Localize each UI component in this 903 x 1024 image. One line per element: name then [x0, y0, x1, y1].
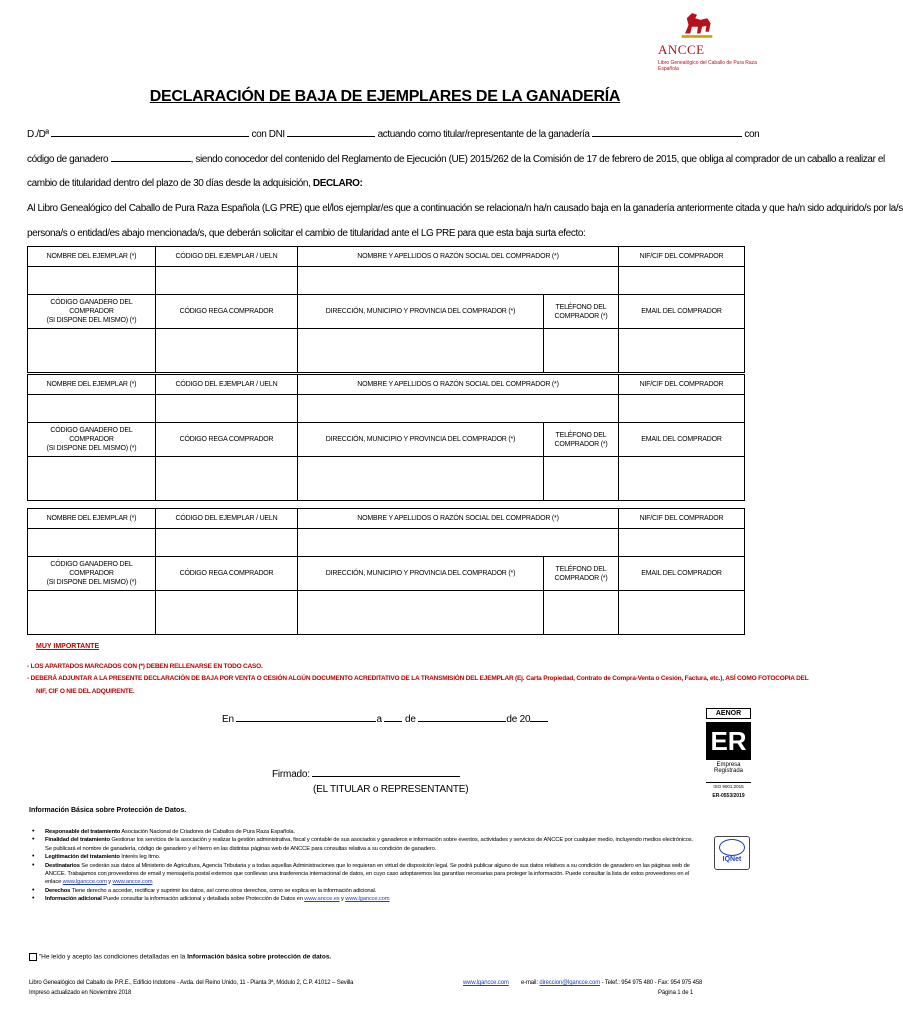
- telefono-cell[interactable]: [544, 591, 619, 635]
- place-field[interactable]: [236, 712, 376, 722]
- nif-header: NIF/CIF DEL COMPRADOR: [619, 375, 745, 395]
- nif-cell[interactable]: [619, 529, 745, 557]
- telefono-cell[interactable]: [544, 329, 619, 373]
- en-label: En: [222, 714, 234, 725]
- direccion-cell[interactable]: [298, 457, 544, 501]
- iso-text: ISO 9001:2015: [706, 782, 751, 789]
- month-field[interactable]: [418, 712, 506, 722]
- globe-icon: [719, 839, 745, 856]
- buyer-table-3: [27, 508, 745, 635]
- list-item: • Finalidad del tratamiento Gestionar los servicios de la asociación y realizar la gestión administrativa, fiscal y contable de sus asociados y ganaderos e información sobre eventos, actividades y servicios de ANCCE por cualquier medio, incluyendo medios electrónicos. Se publicará el nombre de ganadería, código de ganadero y el hierro en las distintas páginas web de ANCCE para consultas relativa a su condición de ganadero.: [29, 836, 699, 853]
- comprador-cell[interactable]: [298, 529, 619, 557]
- email-header: EMAIL DEL COMPRADOR: [619, 557, 745, 591]
- ganadero-cell[interactable]: [28, 591, 156, 635]
- rega-header: CÓDIGO REGA COMPRADOR: [156, 557, 298, 591]
- declaro-label: DECLARO:: [312, 178, 363, 189]
- direccion-header: DIRECCIÓN, MUNICIPIO Y PROVINCIA DEL COMPRADOR (*): [298, 557, 544, 591]
- ganaderia-label: actuando como titular/representante de la ganadería: [377, 129, 590, 140]
- buyer-table-2: [27, 374, 745, 501]
- rega-header: CÓDIGO REGA COMPRADOR: [156, 295, 298, 329]
- footer-address: Libro Genealógico del Caballo de P.R.E., Edificio Indotorre - Avda. del Reino Unido, 11 - Planta 3ª, Módulo 2, C.P. 41012 – Sevilla: [29, 980, 354, 986]
- email-cell[interactable]: [619, 457, 745, 501]
- intro-line-2: [27, 153, 885, 165]
- codigo-ganadero-field[interactable]: [111, 153, 191, 162]
- telefono-header: TELÉFONO DEL COMPRADOR (*): [544, 557, 619, 591]
- rega-header: CÓDIGO REGA COMPRADOR: [156, 423, 298, 457]
- note-1: - LOS APARTADOS MARCADOS CON (*) DEBEN RELLENARSE EN TODO CASO.: [27, 663, 263, 670]
- nombre-header: NOMBRE DEL EJEMPLAR (*): [28, 375, 156, 395]
- list-item: • Derechos Tiene derecho a acceder, rectificar y suprimir los datos, así como otros derechos, como se explica en la información adicional.: [29, 887, 699, 895]
- name-field[interactable]: [51, 128, 249, 137]
- footer-email-link[interactable]: direccion@lgancce.com: [539, 980, 601, 986]
- data-protection-list: [29, 828, 699, 904]
- telefono-header: TELÉFONO DEL COMPRADOR (*): [544, 295, 619, 329]
- intro-line-5: persona/s o entidad/es abajo mencionada/s, que deberán solicitar el cambio de titularidad ante el LG PRE para que esta baja surta efecto:: [27, 228, 586, 239]
- iqnet-text: IQNet: [722, 856, 742, 863]
- footer-contact: [463, 980, 702, 986]
- codigo-cell[interactable]: [156, 529, 298, 557]
- consent-checkbox[interactable]: [29, 953, 37, 961]
- codigo-cell[interactable]: [156, 395, 298, 423]
- cambio-text: cambio de titularidad dentro del plazo de 30 días desde la adquisición,: [27, 178, 311, 189]
- codigo-cell[interactable]: [156, 267, 298, 295]
- con-label: con: [744, 129, 760, 140]
- comprador-header: NOMBRE Y APELLIDOS O RAZÓN SOCIAL DEL COMPRADOR (*): [298, 509, 619, 529]
- footer-phones: - Telef.: 954 975 480 - Fax: 954 975 458: [601, 980, 703, 986]
- nombre-cell[interactable]: [28, 395, 156, 423]
- registrada-text: Registrada: [713, 768, 743, 774]
- nombre-cell[interactable]: [28, 529, 156, 557]
- horse-logo-icon: [680, 8, 714, 42]
- nombre-header: NOMBRE DEL EJEMPLAR (*): [28, 247, 156, 267]
- lgancce-link[interactable]: www.lgancce.com: [62, 879, 107, 886]
- direccion-header: DIRECCIÓN, MUNICIPIO Y PROVINCIA DEL COMPRADOR (*): [298, 295, 544, 329]
- footer-web-link[interactable]: www.lgancce.com: [463, 980, 509, 986]
- codigo-ganadero-label: código de ganadero: [27, 154, 109, 165]
- day-field[interactable]: [384, 712, 402, 722]
- direccion-header: DIRECCIÓN, MUNICIPIO Y PROVINCIA DEL COMPRADOR (*): [298, 423, 544, 457]
- nif-header: NIF/CIF DEL COMPRADOR: [619, 509, 745, 529]
- page-number: Página 1 de 1: [658, 990, 694, 996]
- comprador-cell[interactable]: [298, 395, 619, 423]
- document-title: DECLARACIÓN DE BAJA DE EJEMPLARES DE LA GANADERÍA: [149, 88, 621, 105]
- rega-cell[interactable]: [156, 457, 298, 501]
- ganadero-cell[interactable]: [28, 329, 156, 373]
- reglamento-text: , siendo conocedor del contenido del Reglamento de Ejecución (UE) 2015/262 de la Comisión de 17 de febrero de 2015, que obliga al comprador de un caballo a realizar el: [190, 154, 885, 165]
- comprador-header: NOMBRE Y APELLIDOS O RAZÓN SOCIAL DEL COMPRADOR (*): [298, 247, 619, 267]
- muy-importante-label: MUY IMPORTANTE: [36, 643, 100, 650]
- consent-text: "He leído y acepto las condiciones detalladas en la: [38, 953, 186, 961]
- note-2b: NIF, CIF O NIE DEL ADQUIRENTE.: [36, 688, 135, 695]
- a-label: a: [376, 714, 382, 725]
- er-mark: ER: [706, 722, 751, 760]
- titular-label: (EL TITULAR o REPRESENTANTE): [313, 784, 469, 795]
- empresa-text: Empresa: [716, 762, 741, 768]
- comprador-cell[interactable]: [298, 267, 619, 295]
- email-label: e-mail:: [520, 980, 538, 986]
- lgancce-link-2[interactable]: www.lgancce.com: [345, 896, 390, 903]
- dni-field[interactable]: [287, 128, 375, 137]
- list-item: • Responsable del tratamiento Asociación Nacional de Criadores de Caballos de Pura Raza Española.: [29, 828, 699, 836]
- de-label: de: [405, 714, 416, 725]
- list-item: • Destinatarios Se cederán sus datos al Ministerio de Agricultura, Agencia Tributaria y a todas aquellas Administraciones que lo requieran en virtud de disposición legal. Se podrá publicar alguno de sus datos relativos a su condición de ganadero en las páginas web de ANCCE. Trabajamos con proveedores de email y mensajería postal externos que conllevan una trasferencia internacional de datos, en cuyo caso adoptaremos las garantías necesarias para proteger la información. Puede consultar la lista de estos proveedores en el enlace www.lgancce.com y www.ancce.com: [29, 862, 699, 887]
- rega-cell[interactable]: [156, 329, 298, 373]
- nif-cell[interactable]: [619, 395, 745, 423]
- firmado-label: Firmado:: [272, 769, 310, 780]
- nombre-header: NOMBRE DEL EJEMPLAR (*): [28, 509, 156, 529]
- place-date-line: [222, 712, 548, 725]
- ganadero-header: CÓDIGO GANADERO DEL COMPRADOR (SI DISPONE DEL MISMO) (*): [28, 423, 156, 457]
- telefono-header: TELÉFONO DEL COMPRADOR (*): [544, 423, 619, 457]
- ancce-link[interactable]: www.ancce.com: [112, 879, 153, 886]
- dd-label: D./Dª: [27, 129, 49, 140]
- aenor-text: AENOR: [706, 708, 751, 719]
- email-header: EMAIL DEL COMPRADOR: [619, 423, 745, 457]
- list-item: • Legitimación del tratamiento Interés leg ítmo.: [29, 853, 699, 861]
- ganadero-cell[interactable]: [28, 457, 156, 501]
- telefono-cell[interactable]: [544, 457, 619, 501]
- email-cell[interactable]: [619, 591, 745, 635]
- de20-label: de 20: [506, 714, 531, 725]
- note-2a: - DEBERÁ ADJUNTAR A LA PRESENTE DECLARACIÓN DE BAJA POR VENTA O CESIÓN ALGÚN DOCUMENTO ACREDITATIVO DE LA TRANSMISIÓN DEL EJEMPLAR (Ej. Carta Propiedad, Contrato de Compra-Venta o Cesión, Factura, etc.), ASÍ COMO FOTOCOPIA DEL: [27, 675, 809, 682]
- aenor-badge: [706, 708, 751, 799]
- ganaderia-field[interactable]: [592, 128, 742, 137]
- nombre-cell[interactable]: [28, 267, 156, 295]
- ancce-es-link[interactable]: www.ancce.es: [304, 896, 340, 903]
- footer-printed: Impreso actualizado en Noviembre 2018: [29, 990, 132, 996]
- email-cell[interactable]: [619, 329, 745, 373]
- intro-line-3: [27, 178, 362, 189]
- buyer-table-1: [27, 246, 745, 373]
- intro-line-4: Al Libro Genealógico del Caballo de Pura Raza Española (LG PRE) que el/los ejemplar/es que a continuación se relaciona/n ha/n causado baja en la ganadería anteriormente citada y que ha/n sido adquirido/s por la/s: [27, 203, 903, 214]
- comprador-header: NOMBRE Y APELLIDOS O RAZÓN SOCIAL DEL COMPRADOR (*): [298, 375, 619, 395]
- er-code: ER-0553/2019: [712, 793, 745, 799]
- signature-line: [272, 767, 460, 780]
- data-protection-title: Información Básica sobre Protección de Datos.: [29, 807, 187, 814]
- rega-cell[interactable]: [156, 591, 298, 635]
- codigo-header: CÓDIGO DEL EJEMPLAR / UELN: [156, 509, 298, 529]
- consent-bold: Información básica sobre protección de datos.: [187, 953, 332, 961]
- direccion-cell[interactable]: [298, 329, 544, 373]
- direccion-cell[interactable]: [298, 591, 544, 635]
- logo-text: ANCCE: [658, 42, 705, 57]
- ganadero-header: CÓDIGO GANADERO DEL COMPRADOR (SI DISPONE DEL MISMO) (*): [28, 295, 156, 329]
- year-field[interactable]: [530, 712, 548, 722]
- logo-subtitle: Libro Genealógico del Caballo de Pura Raza Española: [658, 60, 757, 72]
- codigo-header: CÓDIGO DEL EJEMPLAR / UELN: [156, 247, 298, 267]
- email-header: EMAIL DEL COMPRADOR: [619, 295, 745, 329]
- signature-field[interactable]: [312, 767, 460, 777]
- dni-label: con DNI: [251, 129, 285, 140]
- ganadero-header: CÓDIGO GANADERO DEL COMPRADOR (SI DISPONE DEL MISMO) (*): [28, 557, 156, 591]
- iqnet-logo: [714, 836, 750, 870]
- codigo-header: CÓDIGO DEL EJEMPLAR / UELN: [156, 375, 298, 395]
- list-item: • Información adicional Puede consultar la información adicional y detallada sobre Protección de Datos en www.ancce.es y www.lgancce.com: [29, 895, 699, 903]
- nif-header: NIF/CIF DEL COMPRADOR: [619, 247, 745, 267]
- nif-cell[interactable]: [619, 267, 745, 295]
- intro-line-1: [27, 128, 760, 140]
- consent-line: [29, 953, 331, 961]
